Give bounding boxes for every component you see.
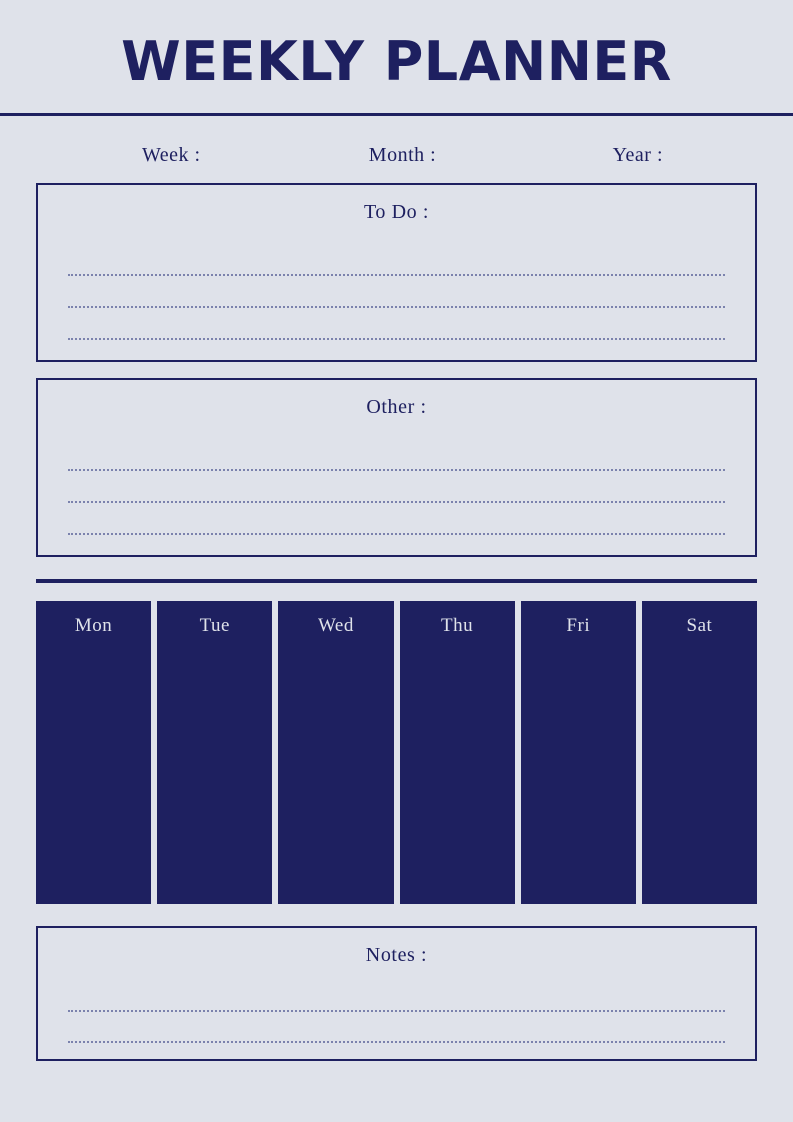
day-label: Mon: [74, 614, 113, 636]
week-field[interactable]: Week :: [142, 143, 201, 166]
day-label: Wed: [318, 614, 354, 636]
page-title: WEEKLY PLANNER: [121, 30, 672, 93]
day-column-sat[interactable]: [642, 601, 757, 904]
other-line[interactable]: [68, 503, 725, 535]
other-lines: [38, 425, 755, 555]
days-grid: [36, 601, 757, 904]
notes-line[interactable]: [68, 1012, 725, 1043]
day-label: Sat: [686, 614, 713, 636]
section-divider: [36, 579, 757, 583]
todo-heading: To Do :: [363, 200, 430, 223]
other-line[interactable]: [68, 471, 725, 503]
title-area: [0, 0, 793, 91]
other-line[interactable]: [68, 439, 725, 471]
todo-line[interactable]: [68, 276, 725, 308]
content-area: [0, 183, 793, 557]
other-box: [36, 378, 757, 557]
day-column-fri[interactable]: [521, 601, 636, 904]
day-label: Thu: [441, 614, 474, 636]
todo-line[interactable]: [68, 244, 725, 276]
month-field[interactable]: Month :: [368, 143, 437, 166]
todo-line[interactable]: [68, 308, 725, 340]
year-field[interactable]: Year :: [612, 143, 664, 166]
title-divider: [0, 113, 793, 116]
meta-row: [0, 144, 793, 167]
day-column-mon[interactable]: [36, 601, 151, 904]
todo-lines: [38, 230, 755, 360]
other-heading: Other :: [366, 395, 427, 418]
day-label: Tue: [199, 614, 230, 636]
todo-box: [36, 183, 757, 362]
day-column-tue[interactable]: [157, 601, 272, 904]
notes-area: [0, 926, 793, 1061]
notes-box: [36, 926, 757, 1061]
notes-lines: [38, 973, 755, 1059]
day-column-thu[interactable]: [400, 601, 515, 904]
day-label: Fri: [566, 614, 591, 636]
day-column-wed[interactable]: [278, 601, 393, 904]
notes-heading: Notes :: [365, 943, 428, 966]
notes-line[interactable]: [68, 981, 725, 1012]
